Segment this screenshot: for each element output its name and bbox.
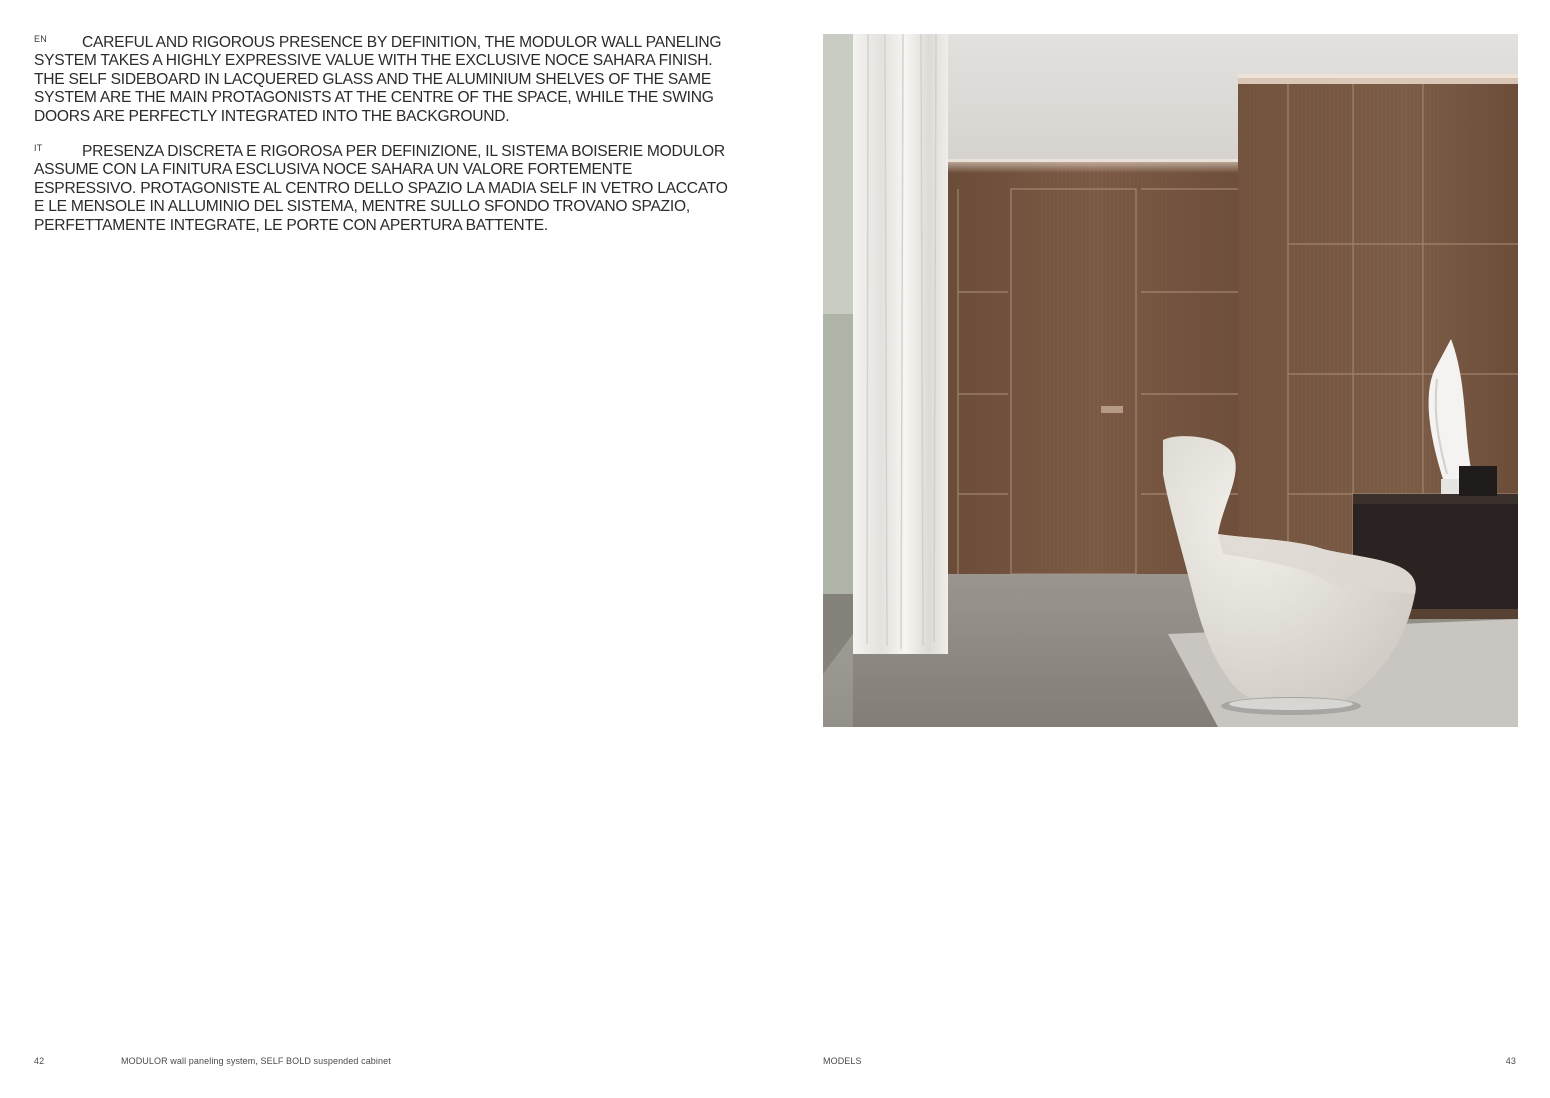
language-label-en: EN	[34, 34, 48, 44]
section-label: MODELS	[823, 1056, 862, 1066]
page-number-left: 42	[34, 1056, 45, 1066]
page-number-right: 43	[1505, 1056, 1516, 1066]
paragraph-italian	[34, 143, 734, 235]
image-caption: MODULOR wall paneling system, SELF BOLD suspended cabinet	[121, 1056, 391, 1066]
paragraph-text-it: PRESENZA DISCRETA E RIGOROSA PER DEFINIZIONE, IL SISTEMA BOISERIE MODULOR ASSUME CON LA FINITURA ESCLUSIVA NOCE SAHARA UN VALORE FORTEMENTE ESPRESSIVO. PROTAGONISTE AL CENTRO DELLO SPAZIO LA MADIA SELF IN VETRO LACCATO E LE MENSOLE IN ALLUMINIO DEL SISTEMA, MENTRE SULLO SFONDO TROVANO SPAZIO, PERFETTAMENTE INTEGRATE, LE PORTE CON APERTURA BATTENTE.	[34, 143, 728, 234]
paragraph-text-en: CAREFUL AND RIGOROUS PRESENCE BY DEFINITION, THE MODULOR WALL PANELING SYSTEM TAKES A HIGHLY EXPRESSIVE VALUE WITH THE EXCLUSIVE NOCE SAHARA FINISH. THE SELF SIDEBOARD IN LACQUERED GLASS AND THE ALUMINIUM SHELVES OF THE SAME SYSTEM ARE THE MAIN PROTAGONISTS AT THE CENTRE OF THE SPACE, WHILE THE SWING DOORS ARE PERFECTLY INTEGRATED INTO THE BACKGROUND.	[34, 34, 722, 125]
language-label-it: IT	[34, 143, 43, 153]
interior-photo	[823, 34, 1518, 727]
paragraph-english	[34, 34, 734, 126]
